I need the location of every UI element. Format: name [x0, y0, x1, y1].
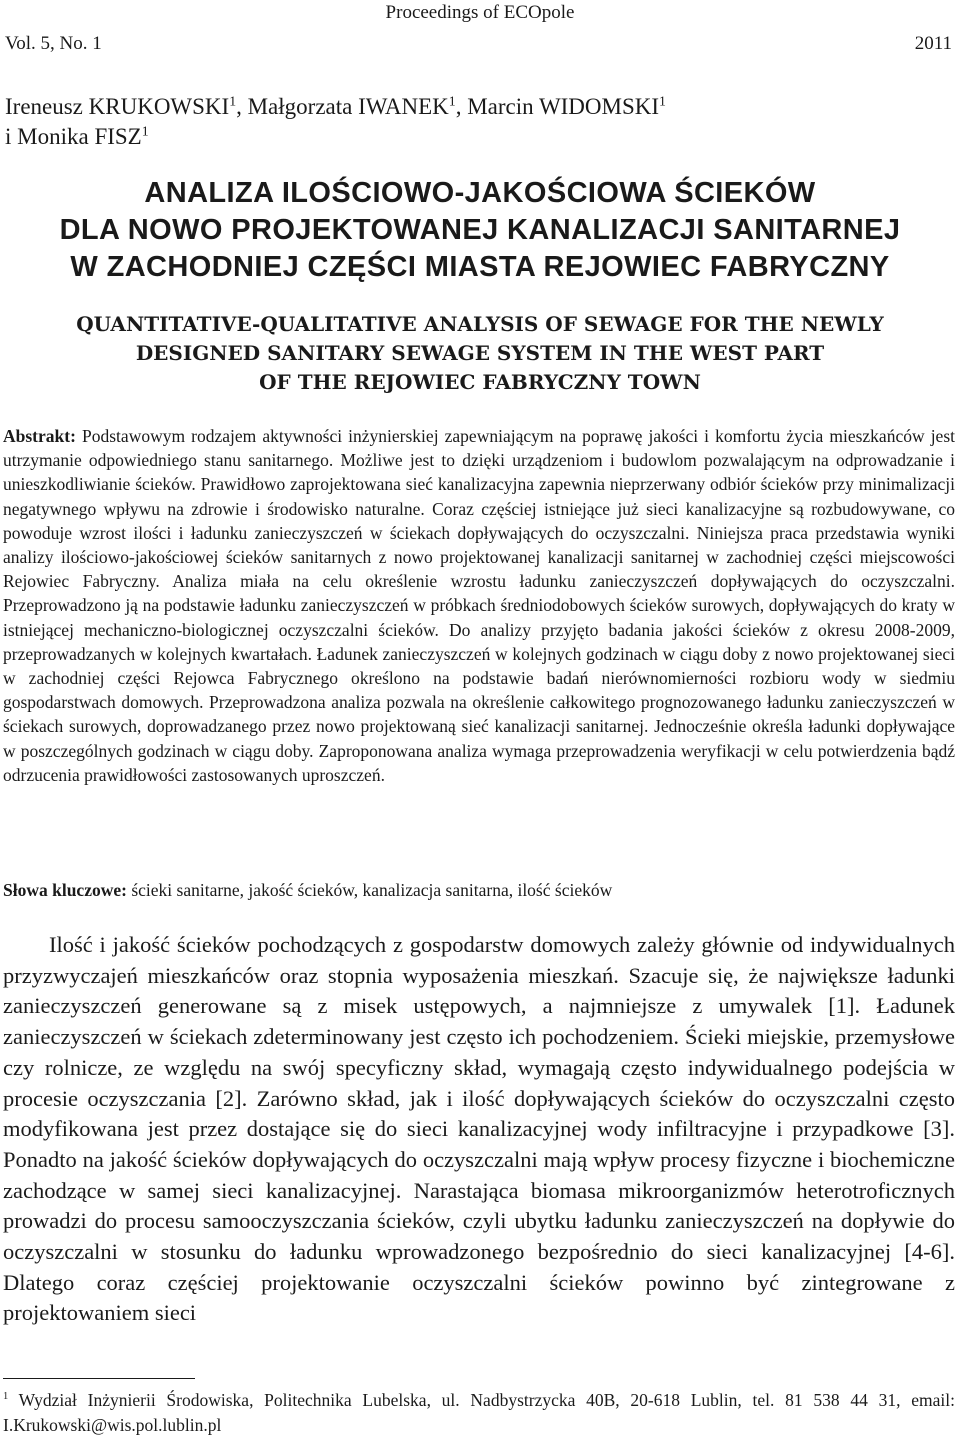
author-line-1	[5, 92, 950, 122]
volume-issue: Vol. 5, No. 1	[5, 33, 102, 54]
footnote-text: Wydział Inżynierii Środowiska, Politechnika Lubelska, ul. Nadbystrzycka 40B, 20-618 Lublin, tel. 81 538 44 31, email: I.Krukowski@wis.pol.lublin.pl	[3, 1390, 955, 1435]
affiliation-mark: 1	[659, 93, 666, 109]
title-english	[0, 310, 960, 397]
body-paragraph: Ilość i jakość ścieków pochodzących z gospodarstw domowych zależy głównie od indywidualnych przyzwyczajeń mieszkańców oraz stopnia wyposażenia mieszkań. Szacuje się, że największe ładunki zanieczyszczeń generowane są z misek ustępowych, a najmniejsze z umywalek [1]. Ładunek zanieczyszczeń w ściekach zdeterminowany jest często ich pochodzeniem. Ścieki miejskie, przemysłowe czy rolnicze, ze względu na swój specyficzny skład, wymagają często indywidualnego podejścia w procesie oczyszczania [2]. Zarówno skład, jak i ilość dopływających ścieków do oczyszczalni często modyfikowana jest przez dostające się do sieci kanalizacyjnej wody infiltracyjne i przypadkowe [3]. Ponadto na jakość ścieków dopływających do oczyszczalni mają wpływ procesy fizyczne i biochemiczne zachodzące w samej sieci kanalizacyjnej. Narastająca biomasa mikroorganizmów heterotroficznych prowadzi do procesu samooczyszczania ścieków, czyli ubytku ładunku zanieczyszczeń na dopływie do oczyszczalni w stosunku do ładunku wprowadzonego bezpośrednio do sieci kanalizacyjnej [4-6]. Dlatego coraz częściej projektowanie oczyszczalni ścieków powinno być zintegrowane z projektowaniem sieci	[3, 932, 955, 1326]
author-name: , Małgorzata IWANEK	[236, 94, 449, 119]
footnote-mark: 1	[3, 1391, 9, 1403]
author-name: i Monika FISZ	[5, 124, 142, 149]
keywords-label: Słowa kluczowe:	[3, 880, 127, 900]
title-english-line: QUANTITATIVE-QUALITATIVE ANALYSIS OF SEWAGE FOR THE NEWLY	[76, 312, 884, 336]
affiliation-mark: 1	[229, 93, 237, 109]
keywords	[3, 878, 955, 902]
author-list	[5, 92, 950, 152]
abstract	[3, 424, 955, 787]
journal-name: Proceedings of ECOpole	[385, 2, 575, 23]
publication-year: 2011	[914, 33, 952, 54]
title-english-line: DESIGNED SANITARY SEWAGE SYSTEM IN THE WEST PART	[135, 341, 825, 365]
abstract-label: Abstrakt:	[3, 426, 76, 446]
affiliation-mark: 1	[141, 123, 149, 139]
footnote	[3, 1388, 955, 1438]
author-name: Ireneusz KRUKOWSKI	[5, 94, 230, 119]
footnote-divider	[3, 1378, 195, 1379]
author-line-2	[5, 122, 950, 152]
title-polish-line: W ZACHODNIEJ CZĘŚCI MIASTA REJOWIEC FABRYCZNY	[70, 251, 890, 283]
keywords-text: ścieki sanitarne, jakość ścieków, kanalizacja sanitarna, ilość ścieków	[131, 880, 613, 900]
affiliation-mark: 1	[448, 93, 456, 109]
title-english-line: OF THE REJOWIEC FABRYCZNY TOWN	[259, 370, 701, 394]
title-polish-line: DLA NOWO PROJEKTOWANEJ KANALIZACJI SANITARNEJ	[59, 214, 901, 246]
title-polish	[0, 175, 960, 286]
author-name: , Marcin WIDOMSKI	[455, 94, 660, 119]
title-polish-line: ANALIZA ILOŚCIOWO-JAKOŚCIOWA ŚCIEKÓW	[144, 177, 816, 209]
abstract-text: Podstawowym rodzajem aktywności inżynierskiej zapewniającym na poprawę jakości i komfortu życia mieszkańców jest utrzymanie odpowiedniego stanu sanitarnego. Możliwe jest to dzięki urządzeniom i budowlom pozwalającym na odprowadzanie i unieszkodliwianie ścieków. Prawidłowo zaprojektowana sieć kanalizacyjna zapewnia nieprzerwany odbiór ścieków przy minimalizacji negatywnego wpływu na zdrowie i środowisko naturalne. Coraz częściej istniejące już sieci kanalizacyjne są rozbudowywane, co powoduje wzrost ilości i ładunku zanieczyszczeń w ściekach dopływających do oczyszczalni. Niniejsza praca przedstawia wyniki analizy ilościowo-jakościowej ścieków sanitarnych z nowo projektowanej kanalizacji sanitarnej w zachodniej części miejscowości Rejowiec Fabryczny. Analiza miała na celu określenie wzrostu ładunku zanieczyszczeń dopływających do oczyszczalni. Przeprowadzono ją na podstawie ładunku zanieczyszczeń w próbkach średniodobowych ścieków surowych, dopływających do kraty w istniejącej mechaniczno-biologicznej oczyszczalni ścieków. Do analizy przyjęto badania jakości ścieków z okresu 2008-2009, przeprowadzanych w kolejnych kwartałach. Ładunek zanieczyszczeń w kolejnych godzinach w ciągu doby z nowo projektowanej sieci w zachodniej części Rejowca Fabrycznego określono na podstawie badań nierównomierności rozbioru wody w siedmiu gospodarstwach domowych. Przeprowadzona analiza pozwala na określenie całkowitego prognozowanego ładunku zanieczyszczeń w ściekach surowych, doprowadzanego przez nowo projektowaną sieć kanalizacji sanitarnej. Jednocześnie określa ładunki dopływające w poszczególnych godzinach w ciągu doby. Zaproponowana analiza wymaga przeprowadzenia weryfikacji w celu potwierdzenia bądź odrzucenia prawidłowości zastosowanych uproszczeń.	[3, 426, 955, 785]
